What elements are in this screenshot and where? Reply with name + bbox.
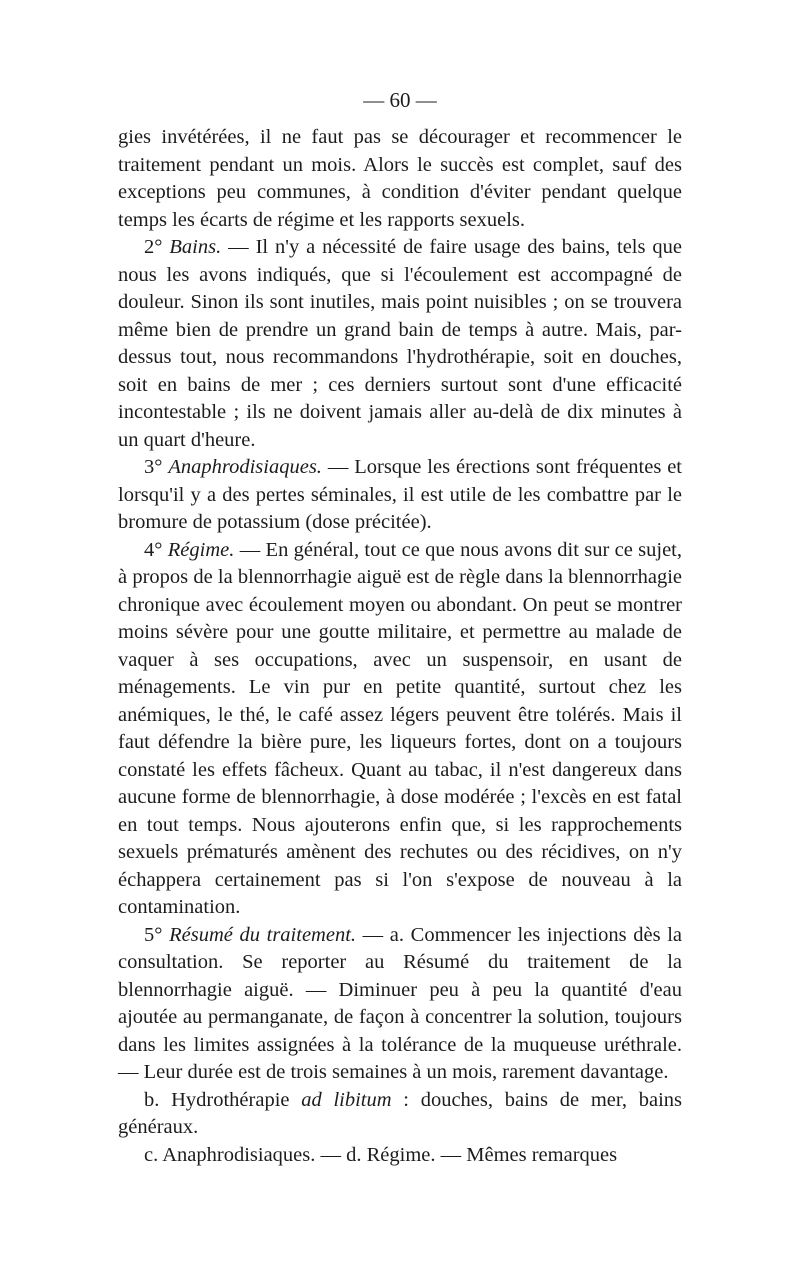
section-heading: Anaphrodisiaques. bbox=[168, 456, 322, 478]
sub-item-b bbox=[118, 1087, 682, 1142]
section-number: 3° bbox=[144, 456, 163, 478]
page-number: — 60 — bbox=[363, 88, 437, 112]
section-text: — Lorsque les érections sont fréquentes et lorsqu'il y a des pertes séminales, il est utile de les combattre par le bromure de potassium (dose précitée). bbox=[118, 456, 683, 533]
paragraph-bains bbox=[118, 234, 682, 454]
document-page bbox=[118, 82, 682, 1169]
sub-item-lead: c. Anaphrodisiaques. — d. Régime. — Mêmes remarques bbox=[144, 1143, 618, 1166]
section-text: — a. Commencer les injections dès la consultation. Se reporter au Résumé du traitement de la blennorrhagie aiguë. — Diminuer peu à peu la quantité d'eau ajoutée au permanganate, de façon à concentrer la solution, toujours dans les limites assignées à la tolérance de la muqueuse uréthrale. — Leur durée est de trois semaines à un mois, rarement davantage. bbox=[118, 923, 683, 1083]
section-heading: Bains. bbox=[169, 236, 222, 258]
sub-item-c bbox=[118, 1142, 682, 1170]
sub-item-text: : douches, bains de mer, bains généraux. bbox=[118, 1088, 682, 1138]
paragraph-regime bbox=[118, 537, 682, 922]
sub-item-lead: b. Hydrothérapie bbox=[144, 1088, 302, 1111]
paragraph-anaphrodisiaques bbox=[118, 454, 682, 537]
sub-item-label: ad libitum bbox=[301, 1088, 392, 1111]
body-text bbox=[118, 124, 682, 1169]
section-number: 5° bbox=[144, 923, 163, 946]
paragraph-resume bbox=[118, 922, 682, 1087]
section-text: — Il n'y a nécessité de faire usage des bains, tels que nous les avons indiqués, que si l'écoulement est accompagné de douleur. Sinon ils sont inutiles, mais point nuisibles ; on se trouvera même bien de prendre un grand bain de temps à autre. Mais, par-dessus tout, nous recommandons l'hydrothérapie, soit en douches, soit en bains de mer ; ces derniers surtout sont d'une efficacité incontestable ; ils ne doivent jamais aller au-delà de dix minutes à un quart d'heure. bbox=[118, 236, 683, 451]
section-text: — En général, tout ce que nous avons dit sur ce sujet, à propos de la blennorrhagie aiguë est de règle dans la blennorrhagie chronique avec écoulement moyen ou abondant. On peut se montrer moins sévère pour une goutte militaire, et permettre au malade de vaquer à ses occupations, avec un suspensoir, en usant de ménagements. Le vin pur en petite quantité, surtout chez les anémiques, le thé, le café assez légers peuvent être tolérés. Mais il faut défendre la bière pure, les liqueurs fortes, dont on a toujours constaté les effets fâcheux. Quant au tabac, il n'est dangereux dans aucune forme de blennorrhagie, à dose modérée ; l'excès en est fatal en tout temps. Nous ajouterons enfin que, si les rapprochements sexuels prématurés amènent des rechutes ou des récidives, on n'y échappera certainement pas si l'on s'expose de nouveau à la contamination. bbox=[118, 538, 682, 918]
section-number: 2° bbox=[144, 236, 163, 258]
paragraph-continuation: gies invétérées, il ne faut pas se décourager et recommencer le traitement pendant un mois. Alors le succès est complet, sauf des exceptions peu communes, à condition d'éviter pendant quelque temps les écarts de régime et les rapports sexuels. bbox=[118, 126, 682, 231]
section-heading: Résumé du traitement. bbox=[169, 923, 357, 946]
section-heading: Régime. bbox=[167, 538, 235, 561]
section-number: 4° bbox=[144, 538, 163, 561]
